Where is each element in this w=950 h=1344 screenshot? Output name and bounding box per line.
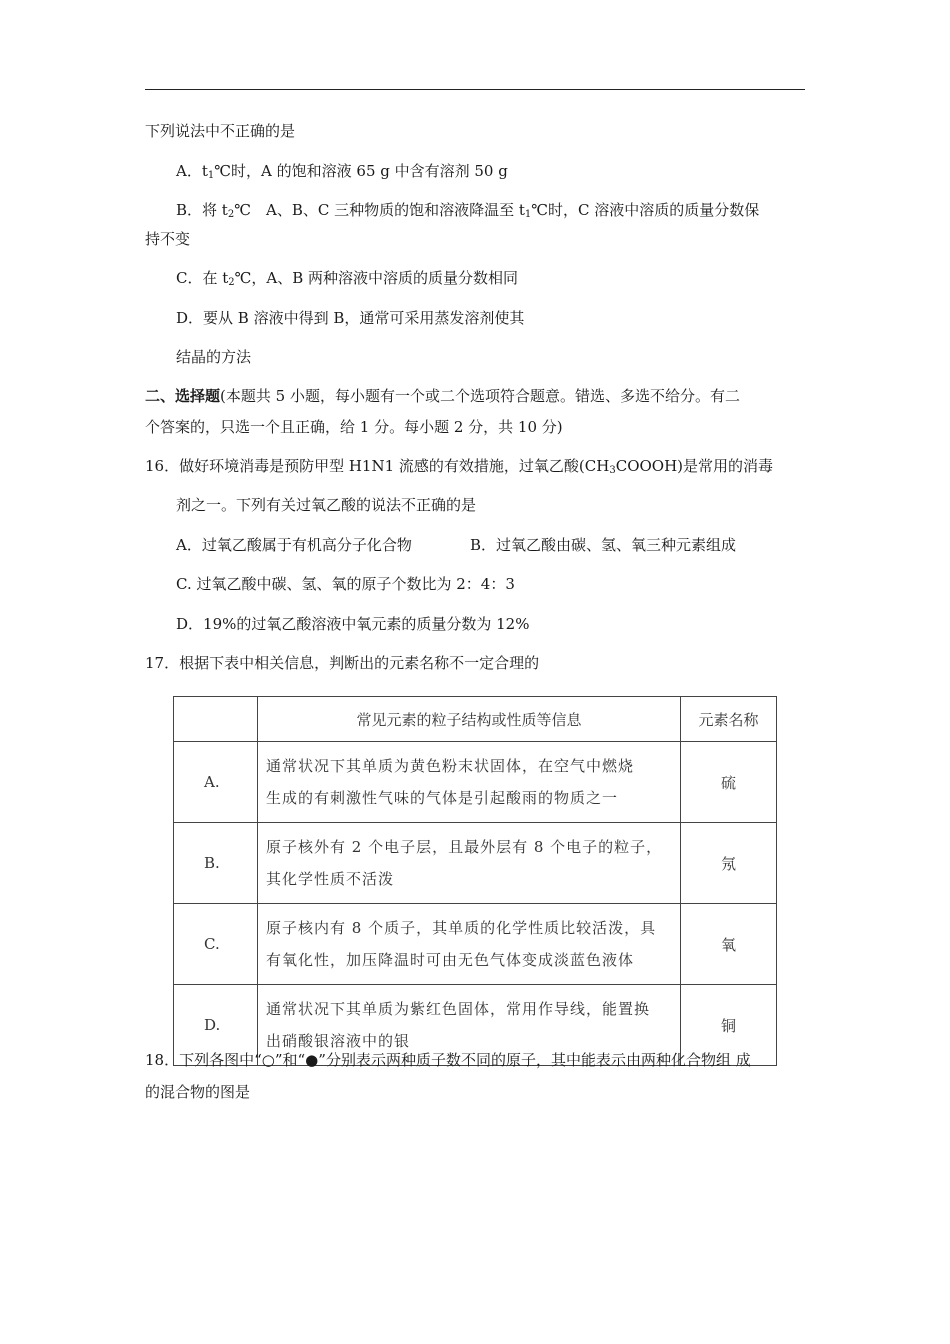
section2-heading-cont: 个答案的，只选一个且正确，给 1 分。每小题 2 分，共 10 分) (145, 418, 563, 436)
q15-option-d: D．要从 B 溶液中得到 B，通常可采用蒸发溶剂使其 (176, 309, 525, 327)
q17-stem: 17．根据下表中相关信息，判断出的元素名称不一定合理的 (145, 654, 540, 672)
table-header-row (174, 697, 777, 742)
q15-option-c: C．在 $t_2℃$，A、B 两种溶液中溶质的质量分数相同 (176, 269, 519, 288)
row-element-name: 硫 (681, 742, 777, 823)
table-header-cell (174, 697, 258, 742)
row-element-name: 氧 (681, 904, 777, 985)
section2-heading: 二、选择题(本题共 5 小题，每小题有一个或二个选项符合题意。错选、多选不给分。有二 (145, 387, 740, 405)
table-row (174, 904, 777, 985)
row-element-name: 铜 (681, 985, 777, 1066)
q16-option-b: B．过氧乙酸由碳、氢、氧三种元素组成 (470, 536, 737, 554)
row-info: 原子核外有 2 个电子层，且最外层有 8 个电子的粒子， 其化学性质不活泼 (258, 823, 681, 904)
row-label: C. (174, 904, 258, 985)
q16-stem: 16．做好环境消毒是预防甲型 H1N1 流感的有效措施，过氧乙酸$(CH_3COOOH)$是常用的消毒 (145, 457, 774, 476)
table-row (174, 823, 777, 904)
row-info: 原子核内有 8 个质子，其单质的化学性质比较活泼，具 有氧化性，加压降温时可由无色气体变成淡蓝色液体 (258, 904, 681, 985)
header-rule (145, 89, 805, 90)
q16-stem-cont: 剂之一。下列有关过氧乙酸的说法不正确的是 (176, 496, 477, 514)
row-element-name: 氖 (681, 823, 777, 904)
row-info: 通常状况下其单质为紫红色固体，常用作导线，能置换 出硝酸银溶液中的银 (258, 985, 681, 1066)
q15-stem: 下列说法中不正确的是 (145, 122, 296, 140)
row-label: B. (174, 823, 258, 904)
q15-option-a: A．$t_1℃$时，A 的饱和溶液 65 g 中含有溶剂 50 g (176, 162, 508, 181)
q16-option-d: D．19%的过氧乙酸溶液中氧元素的质量分数为 12% (176, 615, 530, 633)
row-info: 通常状况下其单质为黄色粉末状固体，在空气中燃烧 生成的有刺激性气味的气体是引起酸雨的物质之一 (258, 742, 681, 823)
table-header-cell: 常见元素的粒子结构或性质等信息 (258, 697, 681, 742)
q15-option-b: B．将 $t_2℃$ A、B、C 三种物质的饱和溶液降温至 $t_1℃$时，C 溶液中溶质的质量分数保 (176, 201, 760, 220)
table-row (174, 742, 777, 823)
q18-stem: 18．下列各图中“○”和“●”分别表示两种质子数不同的原子，其中能表示由两种化合物组 成 (145, 1051, 751, 1069)
row-label: D. (174, 985, 258, 1066)
q16-option-a: A．过氧乙酸属于有机高分子化合物 (176, 536, 412, 554)
q16-option-c: C. 过氧乙酸中碳、氢、氧的原子个数比为 2：4：3 (176, 575, 515, 593)
table-header-cell: 元素名称 (681, 697, 777, 742)
row-label: A. (174, 742, 258, 823)
q15-option-b-cont: 持不变 (145, 230, 191, 248)
q18-stem-cont: 的混合物的图是 (145, 1083, 251, 1101)
q15-option-d-cont: 结晶的方法 (176, 348, 252, 366)
element-info-table (173, 696, 777, 1066)
